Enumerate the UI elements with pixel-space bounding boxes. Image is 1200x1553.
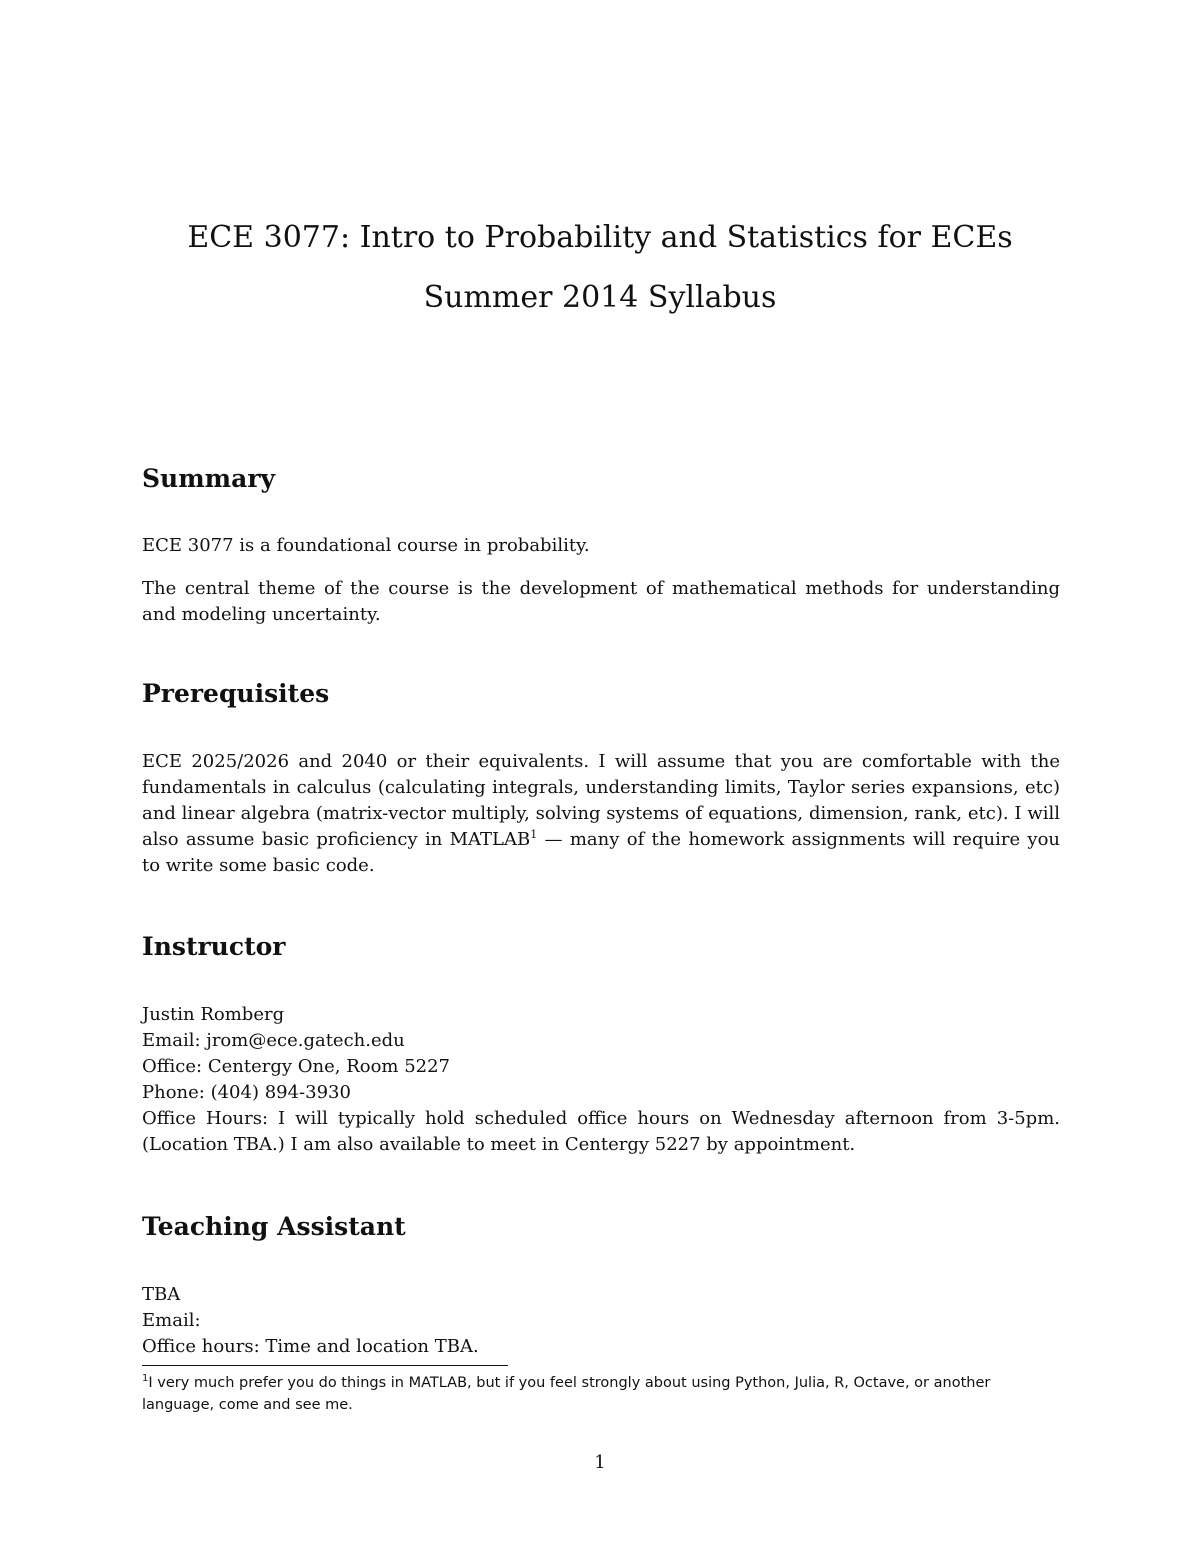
prerequisites-heading: Prerequisites xyxy=(142,679,330,708)
teaching-assistant-heading: Teaching Assistant xyxy=(142,1212,406,1241)
instructor-name: Justin Romberg xyxy=(142,1004,285,1025)
instructor-office-hours-continued: (Location TBA.) I am also available to meet in Centergy 5227 by appointment. xyxy=(142,1134,856,1155)
page-number: 1 xyxy=(594,1452,606,1473)
footnote-reference: 1 xyxy=(530,828,538,841)
prerequisites-text: ECE 2025/2026 and 2040 or their equivalents. I will assume that you are comfortable with the fundamentals in calculus (calculating integrals, understanding limits, Taylor series expansions, etc) and linear algebra (matrix-vector multiply, solving systems of equations, dimension, rank, etc). I will also assume basic proficiency in MATLAB xyxy=(142,751,1060,850)
summary-paragraph-1: ECE 3077 is a foundational course in probability. xyxy=(142,535,590,556)
instructor-office-hours: Office Hours: I will typically hold scheduled office hours on Wednesday afternoon from 3-5pm. xyxy=(142,1108,1060,1129)
prerequisites-text-continued: — many of the homework assignments will require you to write some basic code. xyxy=(142,829,1060,876)
summary-heading: Summary xyxy=(142,464,276,493)
summary-paragraph-2: The central theme of the course is the development of mathematical methods for understanding and modeling uncertainty. xyxy=(142,578,1060,625)
prerequisites-paragraph xyxy=(142,749,1060,879)
course-title: ECE 3077: Intro to Probability and Statistics for ECEs xyxy=(187,220,1013,255)
instructor-heading: Instructor xyxy=(142,932,286,961)
footnote-marker: 1 xyxy=(142,1373,149,1385)
footnote-text: I very much prefer you do things in MATLAB, but if you feel strongly about using Python, Julia, R, Octave, or another language, come and see me. xyxy=(142,1375,991,1413)
instructor-phone: Phone: (404) 894-3930 xyxy=(142,1082,351,1103)
instructor-email: Email: jrom@ece.gatech.edu xyxy=(142,1030,405,1051)
syllabus-subtitle: Summer 2014 Syllabus xyxy=(423,280,777,315)
instructor-office: Office: Centergy One, Room 5227 xyxy=(142,1056,451,1077)
footnote xyxy=(142,1372,1060,1416)
ta-name: TBA xyxy=(142,1284,181,1305)
ta-email: Email: xyxy=(142,1310,201,1331)
ta-office-hours: Office hours: Time and location TBA. xyxy=(142,1336,479,1357)
footnote-divider xyxy=(142,1365,508,1366)
